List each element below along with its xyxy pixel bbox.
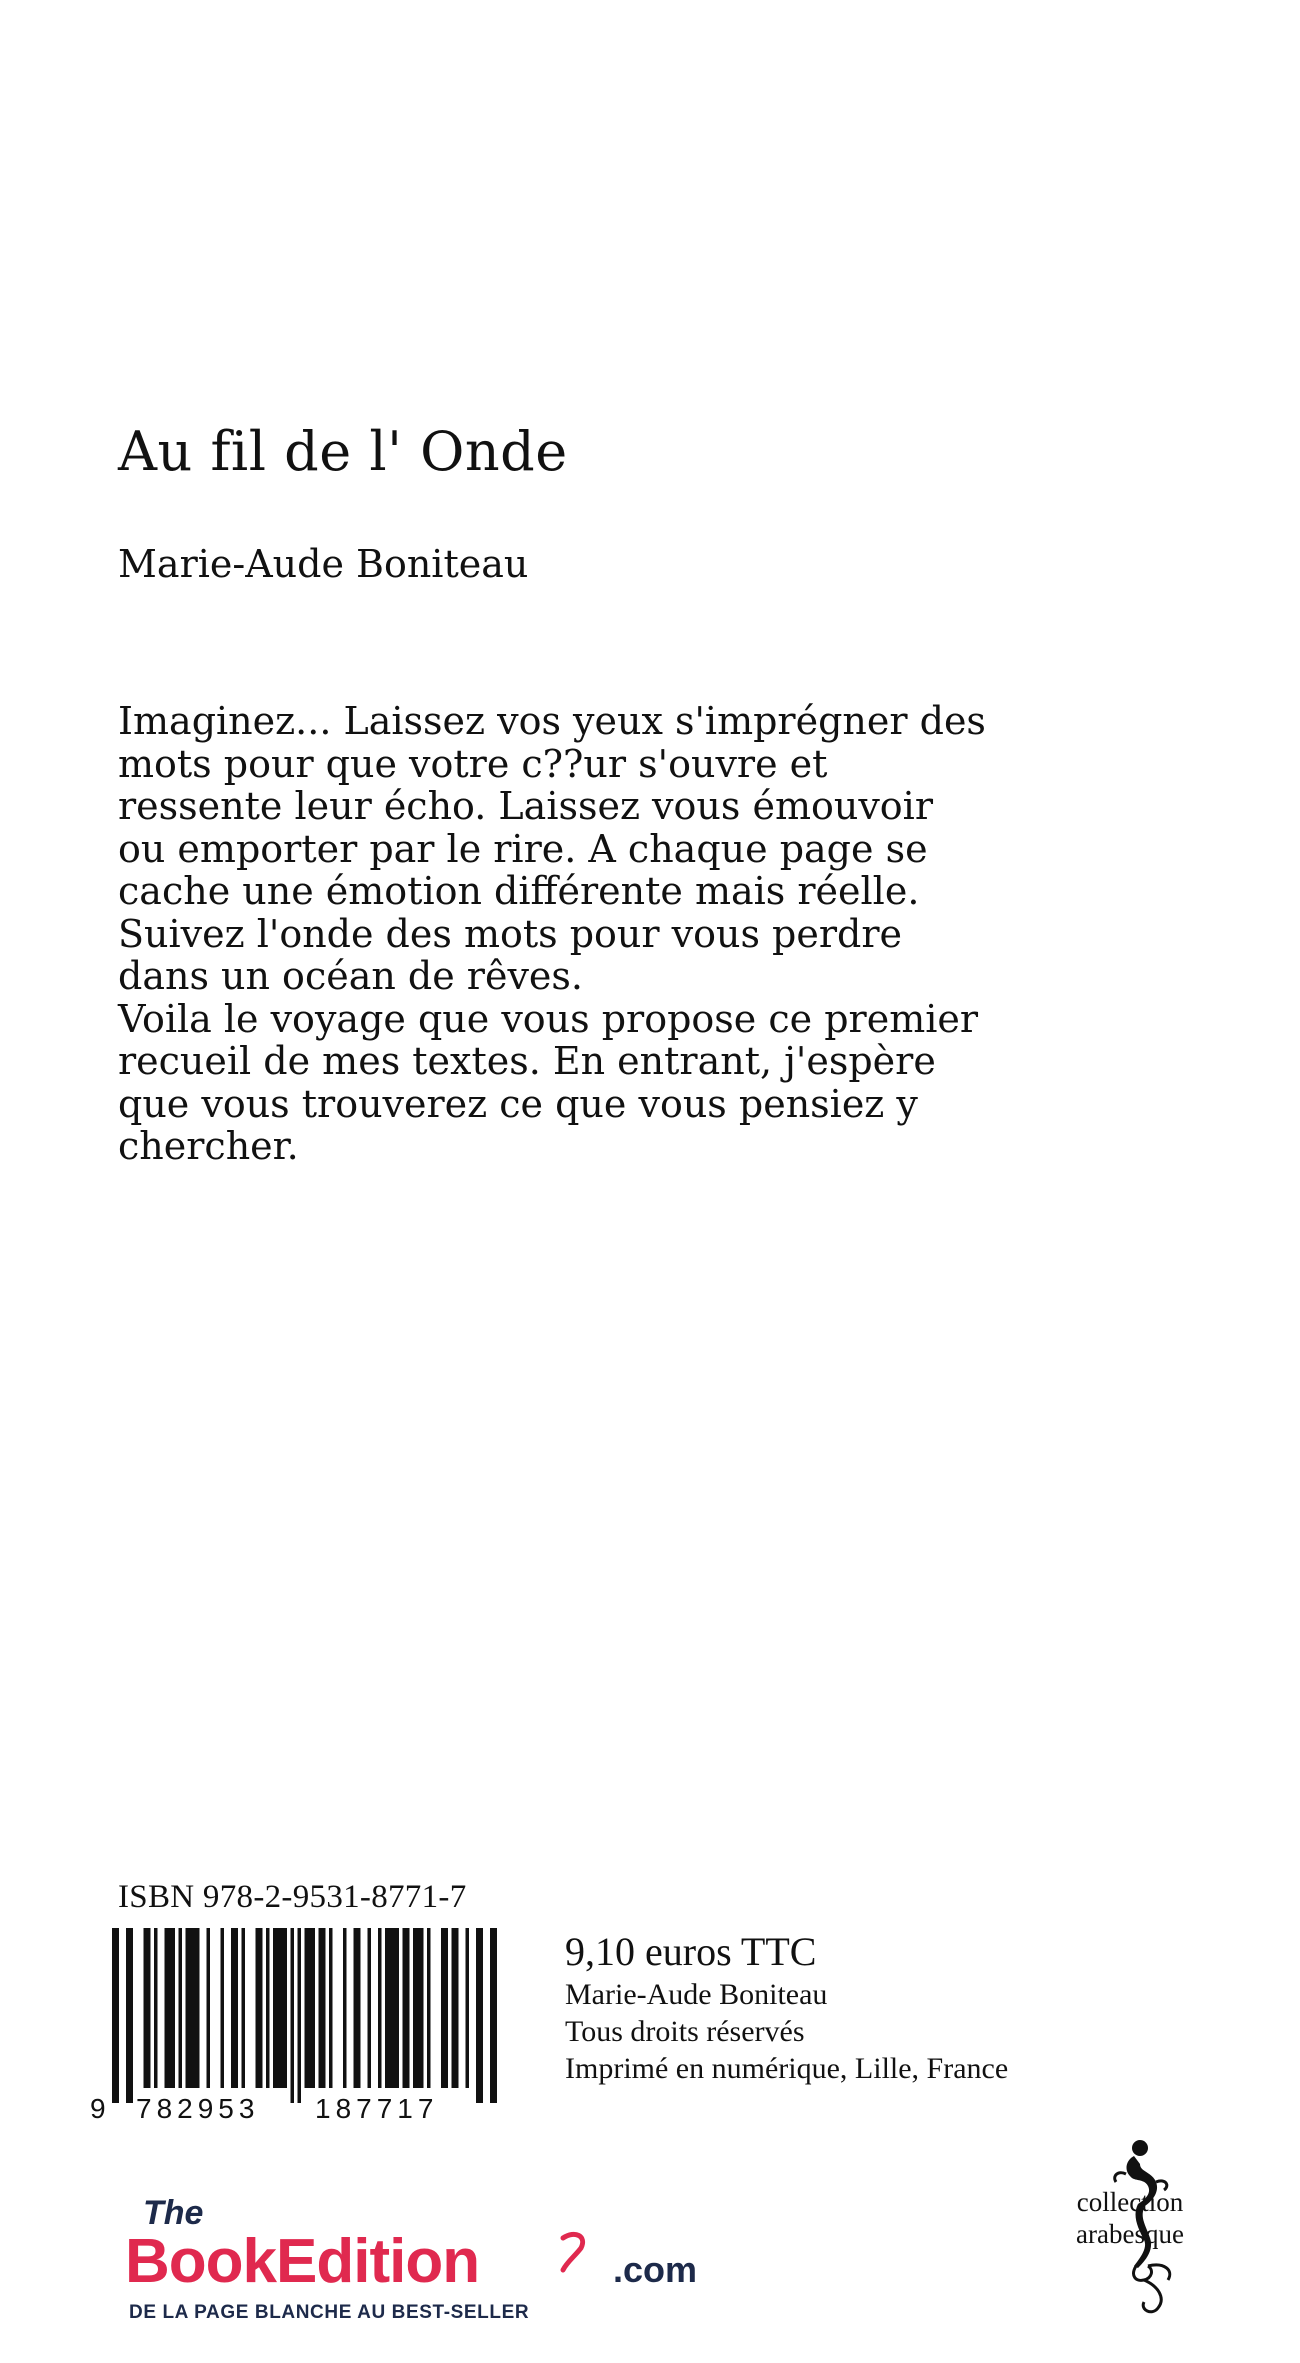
barcode-first-digit: 9 xyxy=(90,2093,106,2124)
thebookedition-logo xyxy=(125,2190,725,2330)
barcode-bar xyxy=(179,1928,183,2088)
barcode-bar xyxy=(368,1928,372,2088)
barcode-bar xyxy=(273,1928,287,2088)
barcode-right-digits: 187717 xyxy=(315,2093,439,2124)
barcode-bar xyxy=(319,1928,326,2088)
barcode-bar xyxy=(221,1928,225,2088)
barcode-bar xyxy=(466,1928,470,2088)
barcode-left-digits: 782953 xyxy=(136,2093,260,2124)
logo-tagline: DE LA PAGE BLANCHE AU BEST-SELLER xyxy=(129,2302,530,2323)
barcode-bar xyxy=(154,1928,158,2088)
blurb-paragraph: Voila le voyage que vous propose ce premier recueil de mes textes. En entrant, j'espère que vous trouverez ce que vous pensiez y chercher. xyxy=(118,996,979,1168)
barcode-bar xyxy=(413,1928,424,2088)
imprint-block xyxy=(565,1928,1008,2087)
barcode-bar xyxy=(298,1928,302,2103)
barcode-bar xyxy=(231,1928,238,2088)
book-title: Au fil de l' Onde xyxy=(118,420,568,483)
barcode-bar xyxy=(305,1928,316,2088)
imprint-author: Marie-Aude Boniteau xyxy=(565,1978,828,2011)
logo-dotcom: .com xyxy=(613,2249,698,2290)
book-author: Marie-Aude Boniteau xyxy=(118,542,529,586)
barcode-bar xyxy=(266,1928,270,2088)
logo-the: The xyxy=(143,2194,204,2232)
barcode-bar xyxy=(242,1928,246,2088)
quill-icon xyxy=(563,2234,583,2270)
blurb-paragraph: Imaginez... Laissez vos yeux s'imprégner des mots pour que votre c??ur s'ouvre et ressente leur écho. Laissez vous émouvoir ou emporter par le rire. A chaque page se cache une émotion différente mais réelle. Suivez l'onde des mots pour vous perdre dans un océan de rêves. xyxy=(118,699,986,998)
printing-notice: Imprimé en numérique, Lille, France xyxy=(565,2052,1009,2085)
barcode-bar xyxy=(112,1928,119,2103)
barcode-bar xyxy=(476,1928,483,2103)
barcode-bar xyxy=(490,1928,497,2103)
barcode-bar xyxy=(441,1928,448,2088)
barcode-bar xyxy=(186,1928,200,2088)
rights-notice: Tous droits réservés xyxy=(565,2015,805,2048)
barcode-bar xyxy=(291,1928,295,2103)
barcode-bar xyxy=(165,1928,176,2088)
barcode-bars xyxy=(112,1928,497,2103)
barcode-bar xyxy=(207,1928,211,2088)
barcode-bar xyxy=(144,1928,151,2088)
barcode-bar xyxy=(329,1928,333,2088)
barcode-bar xyxy=(403,1928,410,2088)
price: 9,10 euros TTC xyxy=(565,1929,817,1974)
barcode-bar xyxy=(126,1928,133,2103)
barcode-bar xyxy=(256,1928,263,2088)
collection-label-line2: arabesque xyxy=(1076,2219,1184,2249)
isbn-barcode xyxy=(82,1928,502,2128)
book-blurb xyxy=(118,700,988,1168)
barcode-bar xyxy=(452,1928,459,2088)
barcode-bar xyxy=(385,1928,399,2088)
barcode-bar xyxy=(378,1928,382,2088)
barcode-bar xyxy=(354,1928,361,2088)
logo-bookedition: BookEdition xyxy=(125,2227,480,2296)
isbn-label: ISBN 978-2-9531-8771-7 xyxy=(118,1879,467,1915)
collection-label-line1: collection xyxy=(1076,2187,1184,2217)
barcode-bar xyxy=(427,1928,431,2088)
barcode-bar xyxy=(343,1928,347,2088)
